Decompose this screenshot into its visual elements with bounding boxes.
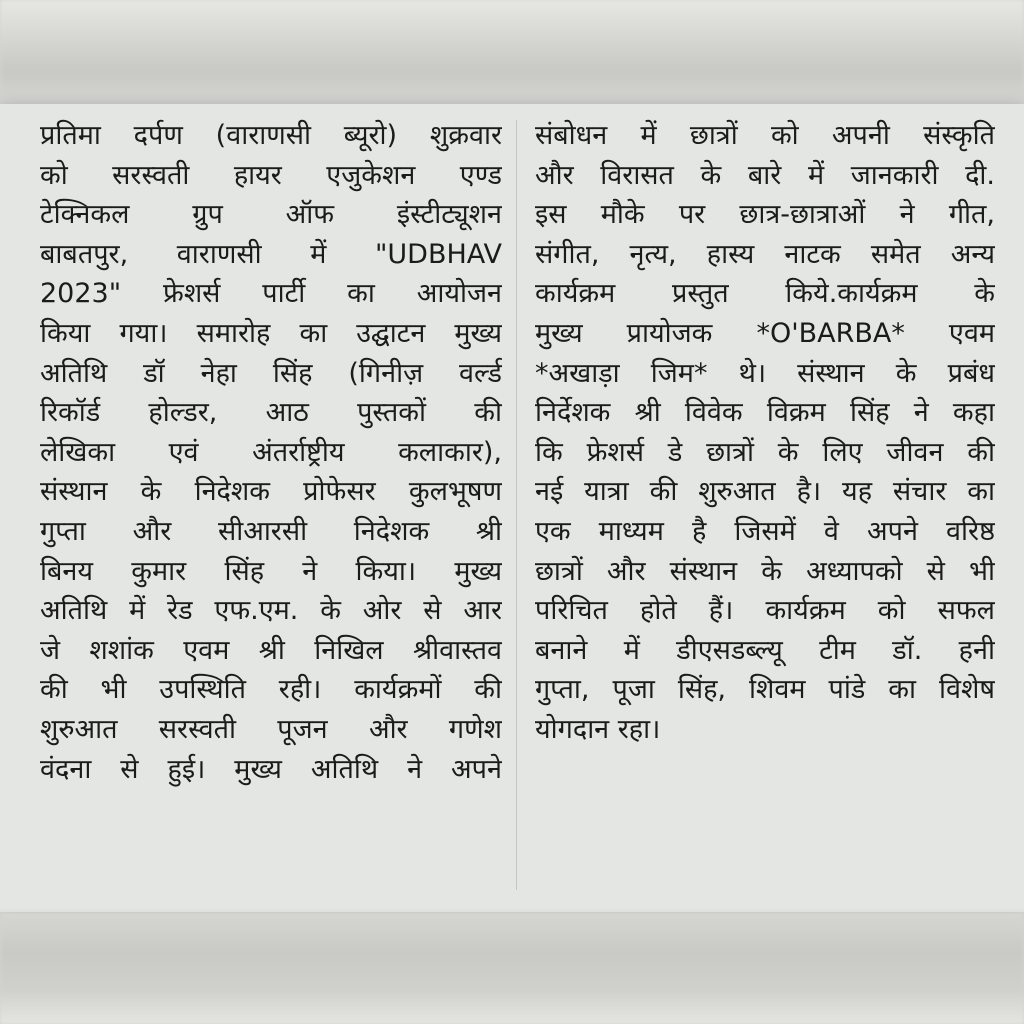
article-line: बिनय कुमार सिंह ने किया। मुख्य [40,555,502,587]
article-line: लेखिका एवं अंतर्राष्ट्रीय कलाकार), [40,436,502,468]
article-line: और विरासत के बारे में जानकारी दी. [535,159,995,191]
article-line: अतिथि डॉ नेहा सिंह (गिनीज़ वर्ल्ड [40,357,502,389]
article-line: वंदना से हुई। मुख्य अतिथि ने अपने [40,753,502,785]
article-line: परिचित होते हैं। कार्यक्रम को सफल [535,595,995,627]
article-line: शुरुआत सरस्वती पूजन और गणेश [40,713,502,745]
article-line: गुप्ता, पूजा सिंह, शिवम पांडे का विशेष [535,674,995,706]
article-line: रिकॉर्ड होल्डर, आठ पुस्तकों की [40,397,502,429]
article-line: संबोधन में छात्रों को अपनी संस्कृति [535,120,995,151]
article-line: मुख्य प्रायोजक *O'BARBA* एवम [535,317,995,349]
article-line: अतिथि में रेड एफ.एम. के ओर से आर [40,595,502,627]
article-line: प्रतिमा दर्पण (वाराणसी ब्यूरो) शुक्रवार [40,120,502,151]
article-line: गुप्ता और सीआरसी निदेशक श्री [40,515,502,547]
blurred-background-bottom [0,912,1024,1024]
article-line: निर्देशक श्री विवेक विक्रम सिंह ने कहा [535,397,995,429]
blurred-background-top [0,0,1024,104]
article-line: कार्यक्रम प्रस्तुत किये.कार्यक्रम के [535,278,995,310]
article-line: बनाने में डीएसडब्ल्यू टीम डॉ. हनी [535,634,995,666]
article-line: इस मौके पर छात्र-छात्राओं ने गीत, [535,199,995,231]
article-line: बाबतपुर, वाराणसी में "UDBHAV [40,238,502,270]
article-line: छात्रों और संस्थान के अध्यापको से भी [535,555,995,587]
article-line: 2023" फ्रेशर्स पार्टी का आयोजन [40,278,502,310]
article-line: योगदान रहा। [535,713,661,745]
article-line: कि फ्रेशर्स डे छात्रों के लिए जीवन की [535,436,995,468]
article-line: जे शशांक एवम श्री निखिल श्रीवास्तव [40,634,502,666]
article-left-column [40,116,502,789]
article-line: संगीत, नृत्य, हास्य नाटक समेत अन्य [535,238,995,270]
article-line: नई यात्रा की शुरुआत है। यह संचार का [535,476,995,508]
article-right-column [535,116,995,750]
article-line: किया गया। समारोह का उद्घाटन मुख्य [40,317,502,349]
article-line: की भी उपस्थिति रही। कार्यक्रमों की [40,674,502,706]
article-line: को सरस्वती हायर एजुकेशन एण्ड [40,159,502,191]
article-line: एक माध्यम है जिसमें वे अपने वरिष्ठ [535,515,995,547]
newspaper-clipping [0,104,1024,912]
article-line: टेक्निकल ग्रुप ऑफ इंस्टीट्यूशन [40,199,502,231]
article-line: संस्थान के निदेशक प्रोफेसर कुलभूषण [40,476,502,508]
article-line: *अखाड़ा जिम* थे। संस्थान के प्रबंध [535,357,995,389]
column-divider [516,120,517,890]
